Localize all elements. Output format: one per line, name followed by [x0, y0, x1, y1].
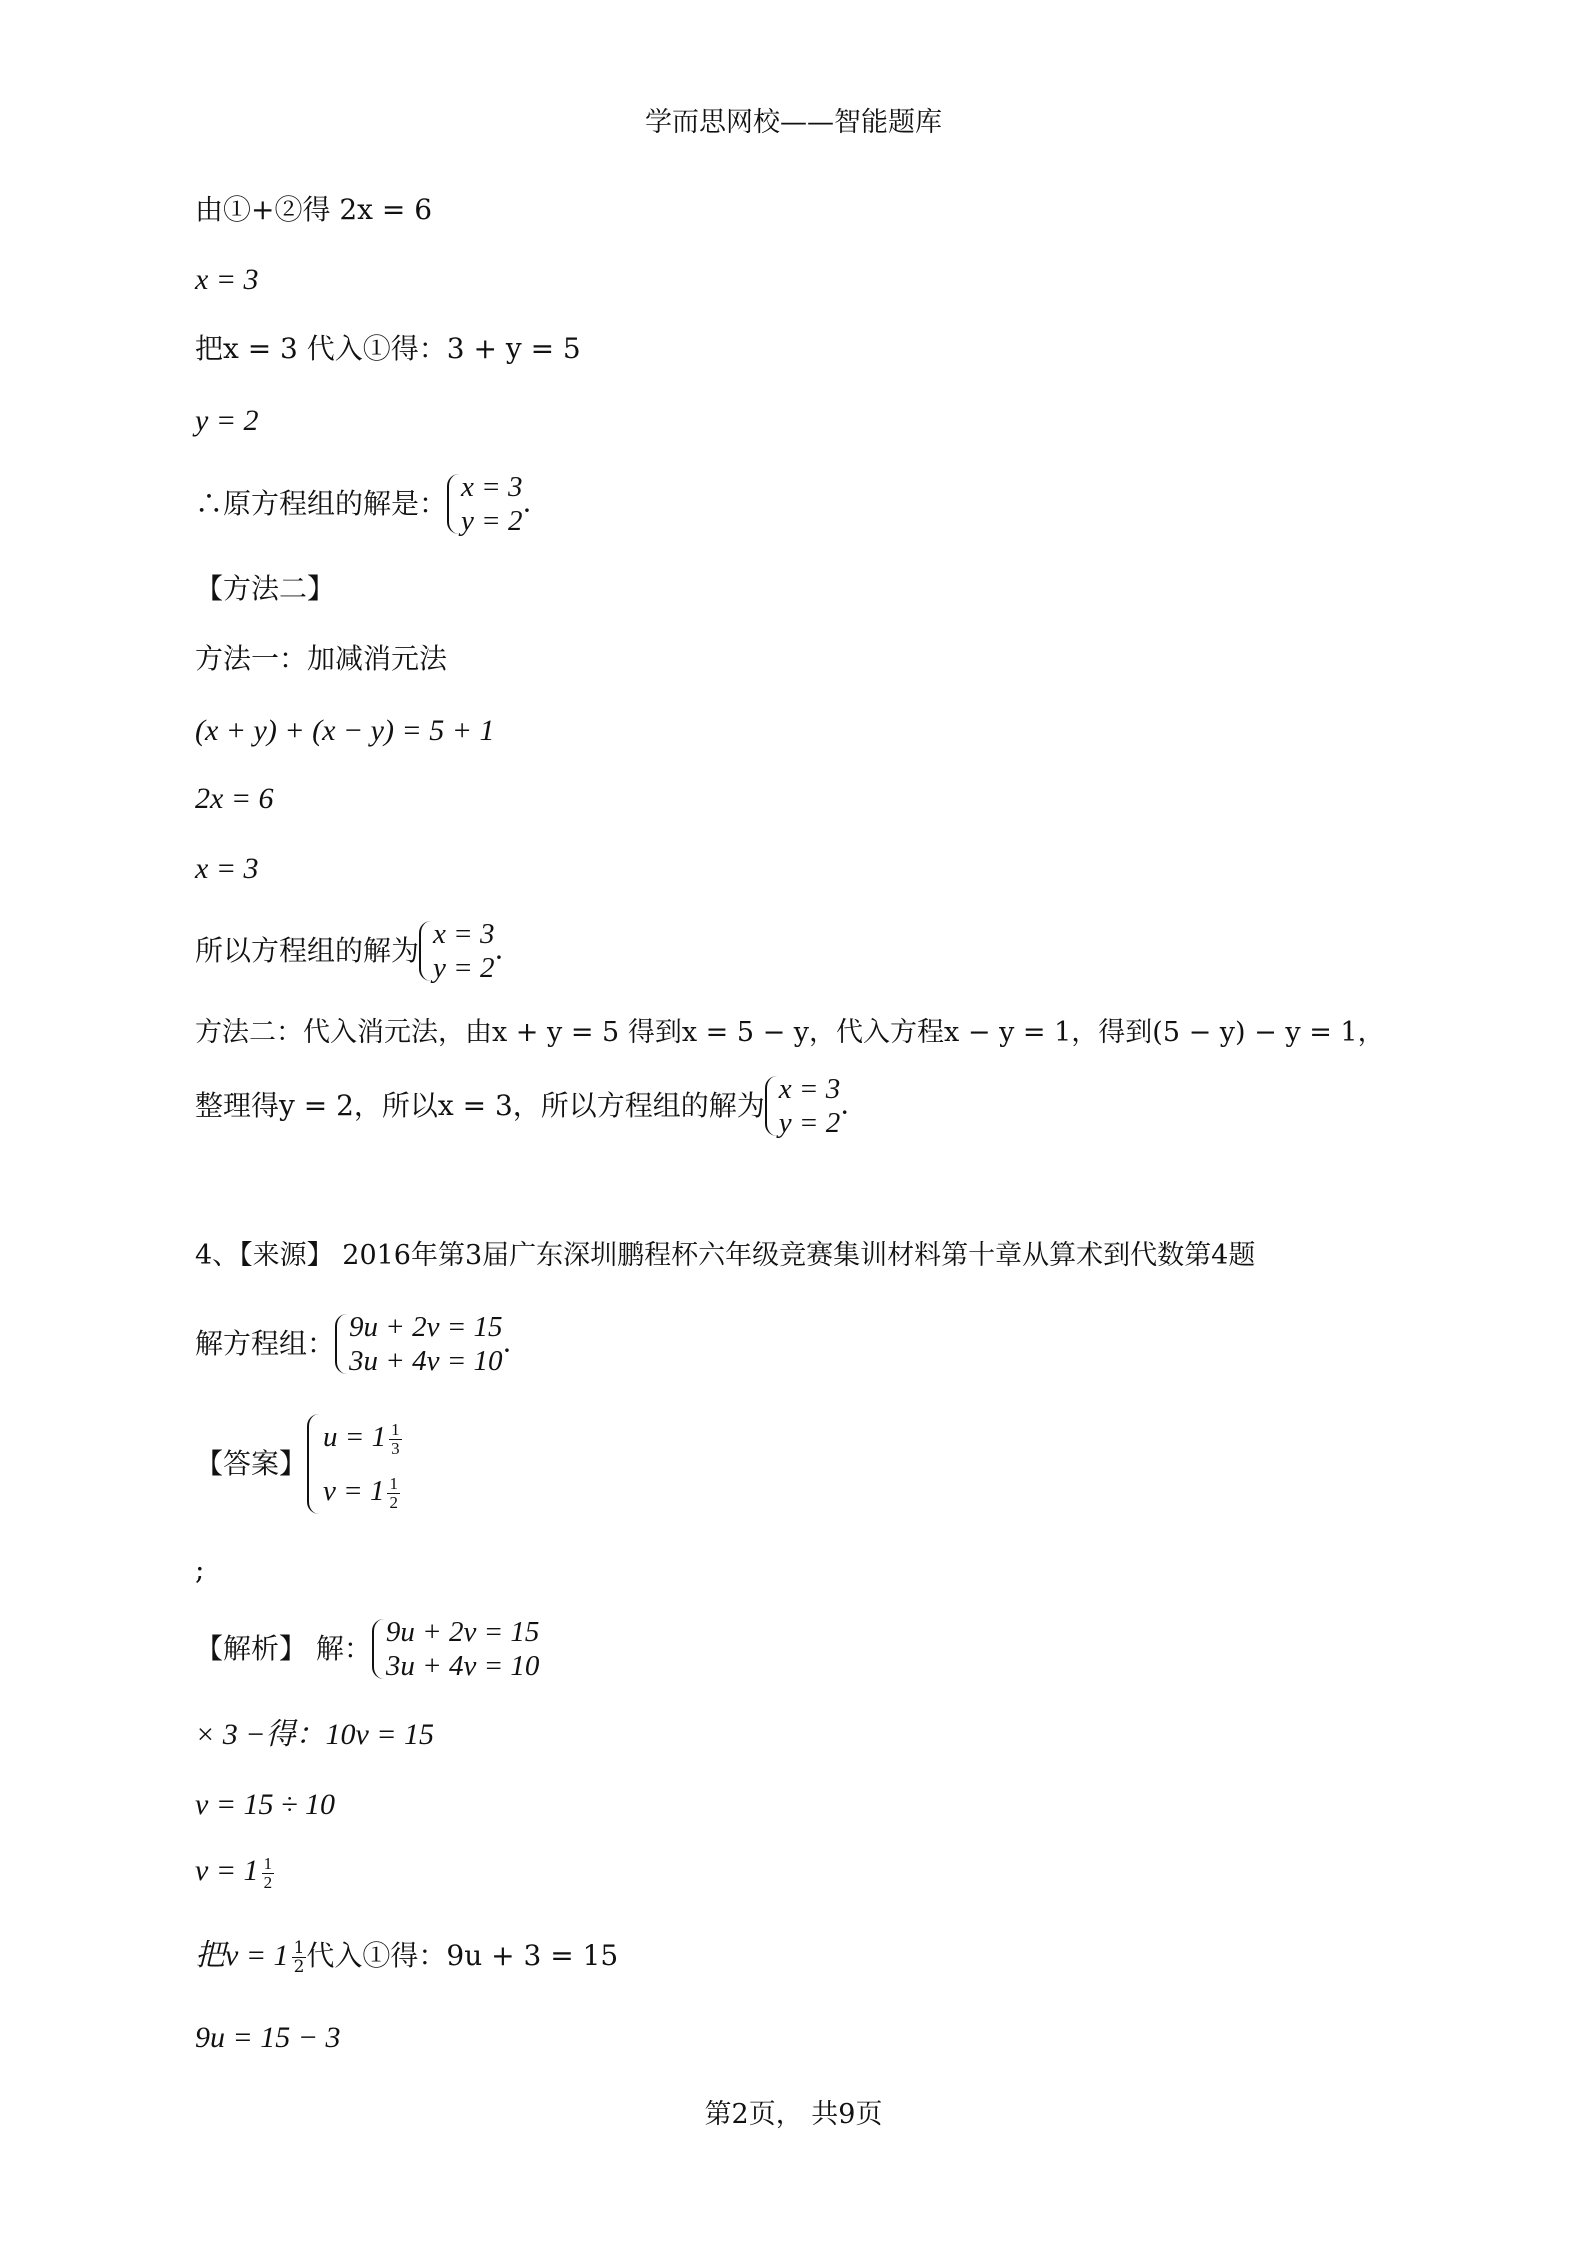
equation-system: u = 1 $\frac{1}{3}$ v = 1 $\frac{1}{2}$ — [307, 1410, 402, 1518]
math-line: × 3 −得：10v = 15 — [195, 1718, 435, 1751]
math-line: y = 2 — [195, 404, 259, 437]
solution-line: 所以方程组的解为 x = 3 y = 2 . — [195, 918, 504, 984]
math-line: 9u = 15 − 3 — [195, 2021, 341, 2054]
equation-system: 9u + 2v = 15 3u + 4v = 10 — [335, 1310, 503, 1378]
math-line: x = 3 — [195, 852, 259, 885]
fraction: $\frac{1}{2}$ — [389, 1473, 398, 1512]
text-line: 方法一：加减消元法 — [195, 642, 448, 675]
text-line: 由①+②得 2x = 6 — [195, 193, 433, 226]
text-line: ; — [195, 1553, 205, 1586]
math-line: x = 3 — [195, 263, 259, 296]
text-line: 方法二：代入消元法，由x + y = 5 得到x = 5 − y，代入方程x − y = 1，得到(5 − y) − y = 1， — [195, 1017, 1385, 1048]
answer-line: 【答案】 u = 1 $\frac{1}{3}$ v = 1 $\frac{1}{2}$ — [195, 1410, 402, 1518]
page-footer: 第2页， 共9页 — [704, 2099, 883, 2130]
fraction: $\frac{1}{3}$ — [391, 1419, 400, 1458]
equation-system: x = 3 y = 2 — [447, 470, 522, 538]
text-line: 把v = 1 $\frac{1}{2}$ 代入①得：9u + 3 = 15 — [195, 1938, 619, 1977]
question-line: 解方程组： 9u + 2v = 15 3u + 4v = 10 . — [195, 1311, 512, 1377]
math-line: 2x = 6 — [195, 782, 274, 815]
section-heading: 【方法二】 — [195, 572, 336, 605]
fraction: $\frac{1}{2}$ — [293, 1938, 305, 1977]
solution-line: 整理得y = 2，所以x = 3，所以方程组的解为 x = 3 y = 2 . — [195, 1073, 850, 1139]
equation-system: 9u + 2v = 15 3u + 4v = 10 — [372, 1615, 540, 1683]
analysis-line: 【解析】 解： 9u + 2v = 15 3u + 4v = 10 — [195, 1616, 540, 1682]
math-line: v = 15 ÷ 10 — [195, 1788, 336, 1821]
equation-system: x = 3 y = 2 — [419, 917, 494, 985]
solution-line: ∴原方程组的解是： x = 3 y = 2 . — [195, 471, 532, 537]
question-source: 4、【来源】 2016年第3届广东深圳鹏程杯六年级竞赛集训材料第十章从算术到代数第4题 — [195, 1240, 1256, 1271]
math-line: v = 1 $\frac{1}{2}$ — [195, 1853, 273, 1892]
fraction: $\frac{1}{2}$ — [263, 1853, 273, 1892]
equation-system: x = 3 y = 2 — [765, 1072, 840, 1140]
page-header: 学而思网校——智能题库 — [645, 107, 942, 138]
math-line: (x + y) + (x − y) = 5 + 1 — [195, 714, 495, 747]
text-line: 把x = 3 代入①得：3 + y = 5 — [195, 332, 581, 365]
